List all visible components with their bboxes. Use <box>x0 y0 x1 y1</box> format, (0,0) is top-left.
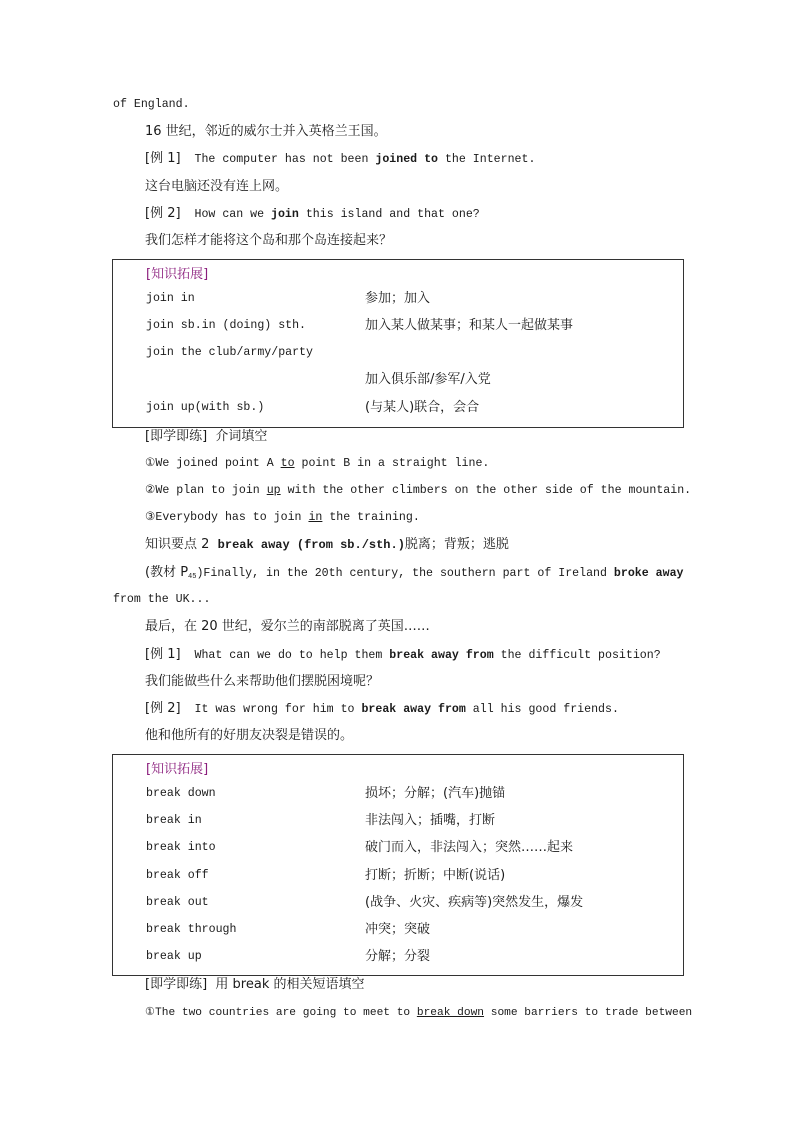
practice-tag: [即学即练] <box>145 977 208 992</box>
phrase-meaning: 损坏；分解；(汽车)抛锚 <box>365 786 506 801</box>
answer-blank: to <box>280 457 295 470</box>
answer-blank: break down <box>416 1007 485 1019</box>
example-1: [例 1] What can we do to help them break away from the difficult position? <box>145 647 661 662</box>
example-tag: [例 2] <box>145 701 181 716</box>
example-text: The computer has not been <box>194 153 376 166</box>
phrase-meaning: 破门而入，非法闯入；突然……起来 <box>365 840 574 855</box>
answer-blank: in <box>308 511 323 524</box>
phrase-term: break in <box>146 814 202 827</box>
textbook-source: (教材 $P_{45})Finally$, in the 20th century, the southern part of Ireland broke away <box>145 565 684 581</box>
translation-line: 这台电脑还没有连上网。 <box>145 179 289 194</box>
source-key-phrase: broke away <box>613 567 684 580</box>
practice-instruction: 介词填空 <box>215 429 268 444</box>
phrase-term: break out <box>146 896 209 909</box>
key-phrase-meaning: 脱离；背叛；逃脱 <box>404 537 509 552</box>
example-key-phrase: break away from <box>361 703 466 716</box>
key-phrase: break away <box>217 538 290 552</box>
phrase-meaning: (战争、火灾、疾病等)突然发生，爆发 <box>365 895 584 910</box>
source-page: 45 <box>188 573 197 581</box>
phrase-meaning: 非法闯入；插嘴，打断 <box>365 813 496 828</box>
example-text: How can we <box>194 208 272 221</box>
translation-line: 我们怎样才能将这个岛和那个岛连接起来？ <box>145 233 393 248</box>
phrase-term: break down <box>146 787 216 800</box>
example-tag: [例 1] <box>145 647 181 662</box>
key-phrase-object: (from sb./sth.) <box>289 538 405 552</box>
practice-title <box>145 977 365 993</box>
example-key-phrase: join <box>271 208 299 221</box>
phrase-term: break off <box>146 869 209 882</box>
phrase-meaning: (与某人)联合，会合 <box>365 400 480 415</box>
phrase-term: join up(with sb.) <box>146 401 265 414</box>
example-1 <box>145 151 535 168</box>
text-line: from the UK... <box>113 593 211 606</box>
phrase-term: break up <box>146 950 202 963</box>
example-2 <box>145 206 480 223</box>
translation-line: 最后，在 20 世纪，爱尔兰的南部脱离了英国…… <box>145 619 430 634</box>
phrase-term: join in <box>146 292 195 305</box>
phrase-term: break into <box>146 841 216 854</box>
answer-blank: up <box>266 484 281 497</box>
example-text: this island and that one? <box>298 208 480 221</box>
knowledge-box-heading: [知识拓展] <box>146 267 209 282</box>
example-tag: [例 2] <box>145 206 181 221</box>
example-key-phrase: joined to <box>375 153 439 166</box>
phrase-term: join sb.in (doing) sth. <box>146 319 307 332</box>
phrase-meaning: 打断；折断；中断(说话) <box>365 868 506 883</box>
practice-question: ①The two countries are going to meet to break down some barriers to trade between <box>145 1007 693 1019</box>
text-line: of England. <box>113 98 190 111</box>
knowledge-point-label: 知识要点 2 <box>145 537 210 552</box>
practice-question: ①We joined point A to point B in a straight line. <box>145 457 490 470</box>
translation-line: 16 世纪，邻近的威尔士并入英格兰王国。 <box>145 124 387 139</box>
phrase-meaning: 参加；加入 <box>365 291 431 306</box>
phrase-meaning: 分解；分裂 <box>365 949 431 964</box>
practice-title <box>145 429 267 445</box>
example-tag: [例 1] <box>145 151 181 166</box>
knowledge-point-heading <box>145 537 509 553</box>
phrase-term: break through <box>146 923 237 936</box>
example-text: the Internet. <box>438 153 536 166</box>
practice-instruction: 用 break 的相关短语填空 <box>215 977 365 992</box>
practice-question: ②We plan to join up with the other climbers on the other side of the mountain. <box>145 484 692 497</box>
practice-question: ③Everybody has to join in the training. <box>145 511 420 524</box>
knowledge-box-2 <box>112 754 684 976</box>
phrase-meaning: 冲突；突破 <box>365 922 431 937</box>
translation-line: 他和他所有的好朋友决裂是错误的。 <box>145 728 354 743</box>
phrase-meaning: 加入某人做某事；和某人一起做某事 <box>365 318 574 333</box>
example-2: [例 2] It was wrong for him to break away from all his good friends. <box>145 701 619 716</box>
practice-tag: [即学即练] <box>145 429 208 444</box>
example-key-phrase: break away from <box>389 649 494 662</box>
phrase-meaning: 加入俱乐部/参军/入党 <box>365 372 491 387</box>
phrase-term: join the club/army/party <box>146 346 313 359</box>
source-ref: (教材 P <box>145 565 189 580</box>
translation-line: 我们能做些什么来帮助他们摆脱困境呢？ <box>145 674 380 689</box>
knowledge-box-1 <box>112 259 684 428</box>
knowledge-box-heading: [知识拓展] <box>146 762 209 777</box>
